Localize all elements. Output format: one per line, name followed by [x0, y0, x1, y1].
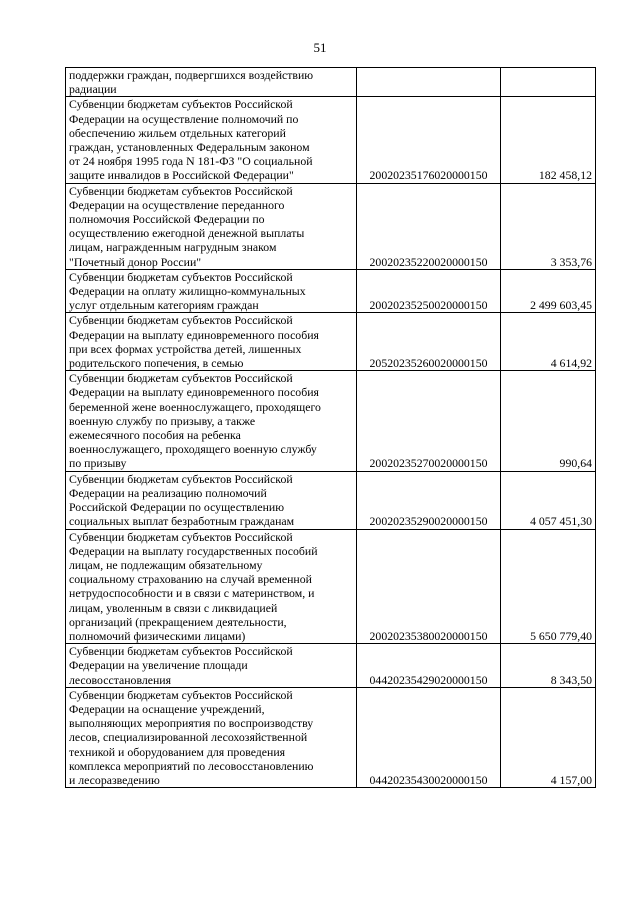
table-row	[66, 371, 596, 471]
description-line: Субвенции бюджетам субъектов Российской	[69, 97, 293, 112]
description-line: радиации	[69, 82, 117, 97]
description-line: лицам, не подлежащим обязательному	[69, 557, 263, 572]
description-line: поддержки граждан, подвергшихся воздействию	[69, 68, 314, 82]
amount-cell: 4 057 451,30	[501, 471, 596, 529]
description-line: полномочий физическими лицами)	[69, 628, 246, 643]
description-line: от 24 ноября 1995 года N 181-ФЗ "О социальной	[69, 154, 313, 169]
table-row	[66, 644, 596, 688]
description-line: Федерации на увеличение площади	[69, 658, 248, 673]
amount-cell: 5 650 779,40	[501, 529, 596, 644]
description-line: военнослужащего, проходящего военную службу	[69, 442, 317, 457]
subvention-description-cell	[66, 529, 357, 644]
subvention-description-cell	[66, 183, 357, 269]
subvention-description-cell	[66, 97, 357, 183]
description-line: лесов, специализированной лесохозяйственной	[69, 730, 308, 745]
budget-table-body	[66, 68, 596, 788]
budget-code-cell: 20020235270020000150	[357, 371, 501, 471]
subvention-description-cell	[66, 471, 357, 529]
table-row	[66, 471, 596, 529]
subvention-description-cell	[66, 313, 357, 371]
description-line: полномочия Российской Федерации по	[69, 212, 265, 227]
budget-code-cell: 20020235250020000150	[357, 269, 501, 313]
description-line: Федерации на осуществление переданного	[69, 197, 285, 212]
table-row	[66, 183, 596, 269]
budget-code-cell: 20020235290020000150	[357, 471, 501, 529]
description-line: лицам, награжденным нагрудным знаком	[69, 240, 277, 255]
amount-cell: 990,64	[501, 371, 596, 471]
description-line: Федерации на выплату государственных пособий	[69, 543, 318, 558]
table-row	[66, 313, 596, 371]
description-line: выполняющих мероприятия по воспроизводству	[69, 716, 314, 731]
budget-code-cell	[357, 68, 501, 97]
description-line: родительского попечения, в семью	[69, 356, 244, 371]
description-line: Федерации на реализацию полномочий	[69, 485, 267, 500]
table-row	[66, 529, 596, 644]
description-line: граждан, установленных Федеральным законом	[69, 140, 310, 155]
description-line: комплекса мероприятий по лесовосстановлению	[69, 758, 314, 773]
description-line: обеспечению жильем отдельных категорий	[69, 125, 286, 140]
table-row	[66, 687, 596, 787]
description-line: Субвенции бюджетам субъектов Российской	[69, 183, 293, 198]
description-line: беременной жене военнослужащего, проходящего	[69, 399, 321, 414]
amount-cell: 8 343,50	[501, 644, 596, 688]
description-line: социальных выплат безработным гражданам	[69, 514, 295, 529]
description-line: Федерации на оснащение учреждений,	[69, 701, 265, 716]
description-line: военную службу по призыву, а также	[69, 413, 256, 428]
amount-cell: 4 157,00	[501, 687, 596, 787]
budget-code-cell: 20020235176020000150	[357, 97, 501, 183]
subvention-description-cell	[66, 269, 357, 313]
description-line: нетрудоспособности и в связи с материнством, и	[69, 586, 315, 601]
budget-code-cell: 20020235380020000150	[357, 529, 501, 644]
description-line: организаций (прекращением деятельности,	[69, 614, 287, 629]
budget-code-cell: 04420235429020000150	[357, 644, 501, 688]
description-line: "Почетный донор России"	[69, 254, 202, 269]
budget-code-cell: 04420235430020000150	[357, 687, 501, 787]
table-row	[66, 68, 596, 97]
description-line: Федерации на выплату единовременного пособия	[69, 327, 319, 342]
amount-cell: 182 458,12	[501, 97, 596, 183]
description-line: Федерации на осуществление полномочий по	[69, 111, 299, 126]
description-line: Субвенции бюджетам субъектов Российской	[69, 644, 293, 659]
description-line: лицам, уволенным в связи с ликвидацией	[69, 600, 278, 615]
budget-table	[65, 67, 596, 788]
description-line: Федерации на оплату жилищно-коммунальных	[69, 284, 306, 299]
amount-cell: 4 614,92	[501, 313, 596, 371]
description-line: Субвенции бюджетам субъектов Российской	[69, 471, 293, 486]
description-line: Российской Федерации по осуществлению	[69, 500, 285, 515]
table-row	[66, 97, 596, 183]
description-line: Субвенции бюджетам субъектов Российской	[69, 529, 293, 544]
subvention-description-cell	[66, 644, 357, 688]
budget-code-cell: 20520235260020000150	[357, 313, 501, 371]
page-number: 51	[313, 40, 327, 55]
subvention-description-cell	[66, 371, 357, 471]
amount-cell: 2 499 603,45	[501, 269, 596, 313]
description-line: ежемесячного пособия на ребенка	[69, 428, 241, 443]
description-line: Федерации на выплату единовременного пособия	[69, 385, 319, 400]
description-line: лесовосстановления	[69, 672, 172, 687]
description-line: при всех формах устройства детей, лишенных	[69, 341, 302, 356]
description-line: техникой и оборудованием для проведения	[69, 744, 286, 759]
description-line: Субвенции бюджетам субъектов Российской	[69, 313, 293, 328]
description-line: осуществлению ежегодной денежной выплаты	[69, 226, 305, 241]
budget-code-cell: 20020235220020000150	[357, 183, 501, 269]
amount-cell	[501, 68, 596, 97]
description-line: Субвенции бюджетам субъектов Российской	[69, 371, 293, 386]
subvention-description-cell	[66, 68, 357, 97]
table-row	[66, 269, 596, 313]
description-line: по призыву	[69, 456, 127, 471]
description-line: социальному страхованию на случай временной	[69, 572, 312, 587]
description-line: услуг отдельным категориям граждан	[69, 298, 259, 313]
description-line: Субвенции бюджетам субъектов Российской	[69, 269, 293, 284]
description-line: Субвенции бюджетам субъектов Российской	[69, 687, 293, 702]
description-line: и лесоразведению	[69, 772, 160, 787]
description-line: защите инвалидов в Российской Федерации"	[69, 168, 294, 183]
subvention-description-cell	[66, 687, 357, 787]
amount-cell: 3 353,76	[501, 183, 596, 269]
